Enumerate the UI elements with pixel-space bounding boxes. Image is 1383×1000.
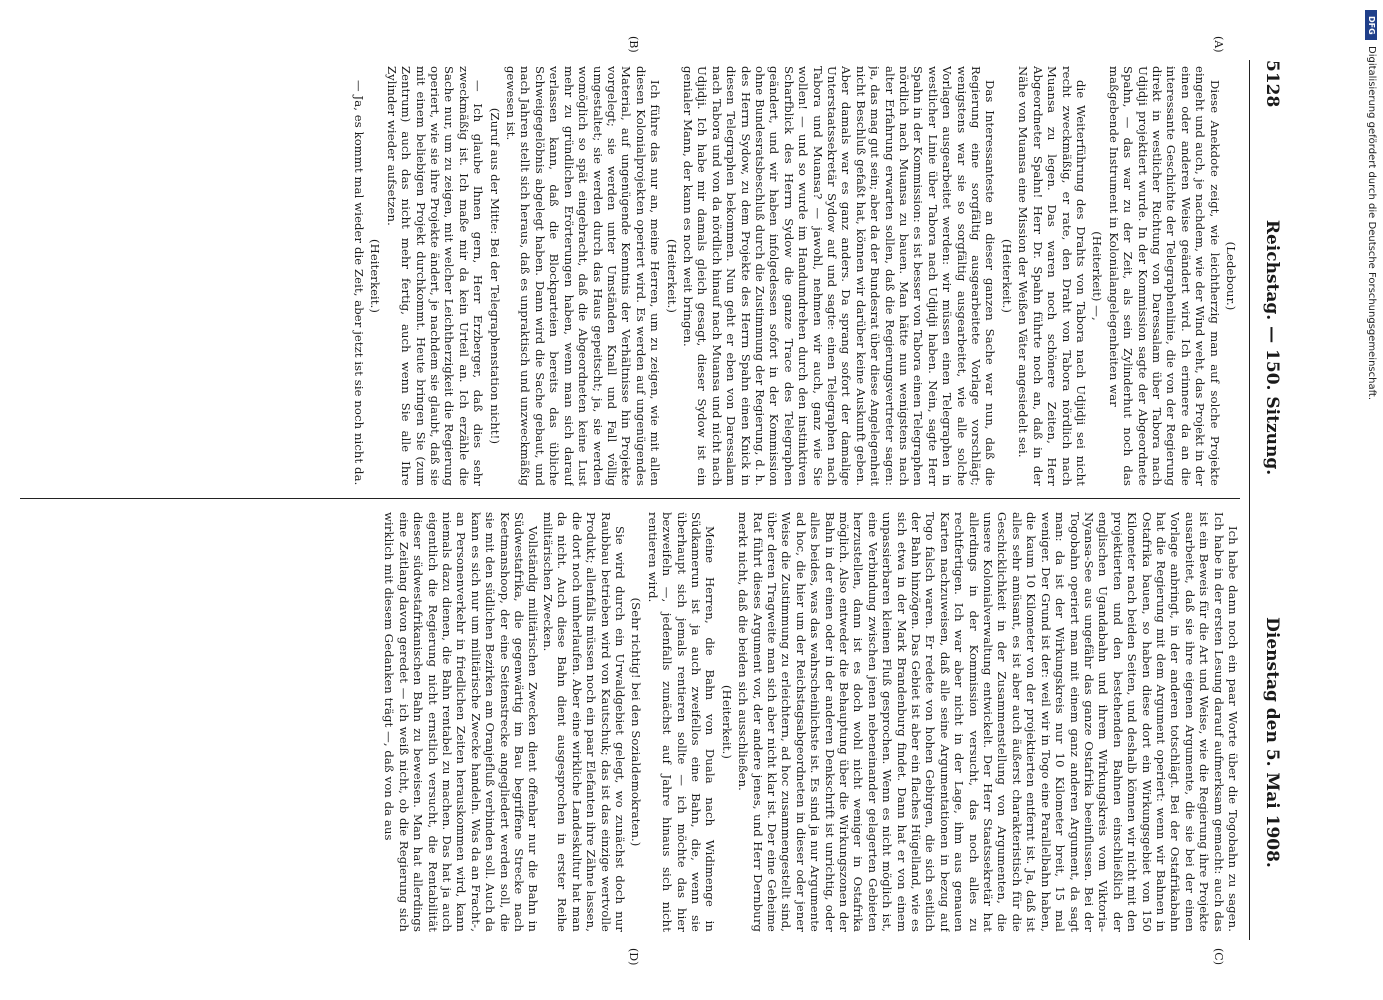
paragraph: — Ja, es kommt mal wieder die Zeit, aber jetzt ist sie noch nicht da. (352, 80, 367, 486)
margin-marker-b: (B) (627, 36, 640, 53)
stage-direction: (Heiterkeit.) (368, 238, 383, 314)
left-text-column (15, 66, 1240, 486)
stage-direction: (Heiterkeit.) (664, 238, 679, 314)
paragraph: Ich habe dann noch ein paar Worte über die Togobahn zu sagen. Ich habe in der ersten Lesung darauf aufmerksam gemacht: auch das ist ein Beweis für die Art und Weise, wie die Regierung ihre Projekte ausarbeitet, daß sie ihre eigenen Argumente, die sie bei der einen Vorlage anbringt, in der anderen totschlägt. Bei der Ostafrikabahn hat die Regierung mit dem Argument operiert: wenn wir Bahnen in Ostafrika bauen, so haben diese dort ein Wirkungsgebiet von 150 Kilometer nach beiden Seiten, und deshalb können wir nicht mit den projektierten und den bestehenden Bahnen einschließlich der englischen Ugandabahn und ihrem Wirkungskreis vom Viktoria-Nyansa-See aus ungefähr das ganze Ostafrika beeinflussen. Bei der Togobahn operiert man mit einem ganz anderen Argument, da sagt man: da ist der Wirkungskreis nur 10 Kilometer breit, 15 mal weniger. Der Grund ist der: weil wir in Togo eine Parallelbahn haben, die kaum 10 Kilometer von der projektierten entfernt ist. Ja, daß ist alles sehr amüsant, es ist aber auch äußerst charakteristisch für die Geschicklichkeit in der Zusammenstellung von Argumenten, die unsere Kolonialverwaltung entwickelt. Der Herr Staatssekretär hat allerdings in der Kommission versucht, das noch alles zu rechtfertigen. Ich war aber nicht in der Lage, ihm aus genauen Karten nachzuweisen, daß alle seine Argumentationen in bezug auf Togo falsch waren. Er redete von hohen Gebirgen, die sich seitlich der Bahn hinzögen. Das Gebiet ist aber ein flaches Hügelland, wie es sich etwa in der Mark Brandenburg findet. Dann hat er von einem unpassierbaren kleinen Fluß gesprochen. Wenn es nicht möglich ist, eine Verbindung zwischen jenen nebeneinander gelagerten Gebieten herzustellen, dann ist es doch wohl nicht weniger in Ostafrika möglich. Also entweder die Behauptung über die Wirkungszonen der Bahn in der einen oder in der anderen Denkschrift ist unrichtig, oder alles beides, was das wahrscheinlichste ist. Es sind ja nur Argumente ad hoc, die hier um der Reichstagsabgeordneten in dieser oder jener Weise die Zustimmung zu erleichtern, ad hoc zusammengestellt sind, über deren Tragweite man sich aber nicht klar ist. Der eine Geheime Rat führt dieses Argument vor, der andere jenes, und Herr Dernburg merkt nicht, daß die beiden sich ausschließen. (736, 512, 1240, 932)
paragraph: die Weiterführung des Drahts von Tabora nach Udjidji sei nicht recht zweckmäßig, er rate, den Draht von Tabora nördlich nach Muansa zu legen. Das waren noch schönere Zeiten, Herr Abgeordneter Spahn! Herr Dr. Spahn führte noch an, daß in der Nähe von Muansa eine Mission der Weißen Väter angesiedelt sei. (1016, 66, 1088, 486)
stage-direction: (Zuruf aus der Mitte: Bei der Telegraphenstation nicht!) (487, 107, 502, 445)
right-text-column (15, 512, 1240, 932)
credit-text: Digitalisierung gefördert durch die Deutsche Forschungsgemeinschaft. (1366, 46, 1377, 401)
speaker-name: (Ledebour.) (1224, 241, 1238, 311)
margin-marker-c: (C) (1212, 948, 1225, 965)
paragraph: Das Interessanteste an dieser ganzen Sache war nun, daß die Regierung eine sorgfältig ausgearbeitete Vorlage vorschlägt; wenigstens war sie so sorgfältig ausgearbeitet, wie alle solche Vorlagen ausgearbeitet werden: wir müssen einen Telegraphen in westlicher Linie über Tabora nach Udjidji haben. Nein, sagte Herr Spahn in der Kommission: es ist besser von Tabora einen Telegraphen nördlich nach Muansa zu bauen. Man hätte nun wenigstens nach alter Erfahrung erwarten sollen, daß die Regierungsvertreter sagen: ja, das mag gut sein; aber da der Bundesrat über diese Angelegenheit nicht Beschluß gefaßt hat, können wir darüber keine Auskunft geben. Aber damals war es ganz anders. Da sprang sofort der damalige Unterstaatssekretär Sydow auf und sagte: einen Telegraphen nach Tabora und Muansa? — jawohl, nehmen wir auch, ganz wie Sie wollen! — und so wurde im Handumdrehen durch den instinktiven Scharfblick des Herrn Sydow die ganze Trace des Telegraphen geändert, und wir haben infolgedessen sofort in der Kommission ohne Bundesratsbeschluß durch die Zustimmung der Regierung, d. h. des Herrn Sydow, zu dem Projekte des Herrn Spahn einen Knick in diesen Telegraphen bekommen. Nun geht er eben von Daressalam nach Tabora und von da nördlich hinauf nach Muansa und nicht nach Udjidji. Ich habe mir damals gleich gesagt, dieser Sydow ist ein genialer Mann, der kann es noch weit bringen. (680, 66, 998, 486)
stage-direction: (Heiterkeit.) (719, 684, 734, 760)
paragraph: Sie wird durch ein Urwaldgebiet gelegt, wo zunächst doch nur Raubbau betrieben wird von Kautschuk; das ist das einzige wertvolle Produkt; allenfalls müssen noch ein paar Elefanten ihre Zähne lassen, die dort noch umherlaufen. Aber eine wirkliche Landeskultur hat man da nicht. Auch diese Bahn dient ausgesprochen in erster Reihe militärischen Zwecken. (540, 512, 627, 932)
paragraph: — Ich glaube Ihnen gern, Herr Erzberger, daß dies sehr zweckmäßig ist. Ich maße mir da kein Urteil an. Ich erzähle die Sache nur, um zu zeigen, mit welcher Leichtherzigkeit die Regierung operiert, wie sie ihre Projekte ändert, je nachdem sie glaubt, daß sie mit einem beliebigen Projekt durchkommt. Heute bringen Sie (zum Zentrum) auch das nicht mehr fertig, auch wenn Sie alle Ihre Zylinder wieder aufsetzen. (384, 66, 486, 486)
margin-marker-d: (D) (627, 948, 640, 966)
left-running-title: Reichstag. — 150. Sitzung. (1262, 219, 1282, 476)
margin-marker-a: (A) (1212, 36, 1225, 53)
digitization-credit (1361, 6, 1383, 986)
running-header (1252, 60, 1292, 940)
stage-direction: (Sehr richtig! bei den Sozialdemokraten.) (629, 597, 644, 847)
stage-direction: (Heiterkeit) —, (1090, 231, 1105, 321)
paragraph: Ich führe das nur an, meine Herren, um zu zeigen, wie mit allen diesen Kolonialprojekten operiert wird. Es werden auf ungenügendes Material, auf ungenügende Kenntnis der Verhältnisse hin Projekte vorgelegt; sie werden unter Umständen Knall und Fall völlig umgestaltet; sie werden durch das Haus gepeitscht; ja, sie werden womöglich so spät eingebracht, daß die Abgeordneten keine Lust mehr zu gründlichen Erörterungen haben, wenn man sich darauf verlassen kann, daß die Blockparteien bereits das übliche Schweigegelöbnis abgelegt haben. Dann wird die Sache gebaut, und nach Jahren stellt sich heraus, daß es unpraktisch und unzweckmäßig gewesen ist. (504, 66, 663, 486)
paragraph: Vollständig militärischen Zwecken dient offenbar nur die Bahn in Südwestafrika, die gegenwärtig im Bau begriffene Strecke nach Keetmanshoop, der eine Seitenstrecke angegliedert werden soll, die sie mit den südlichen Bezirken am Oranjefluß verbinden soll. Auch da kann es sich nur um militärische Zwecke handeln. Was da an Fracht-, an Personenverkehr in friedlichen Zeiten herauskommen wird, kann niemals dazu dienen, die Bahn rentabel zu machen. Das hat ja auch eigentlich die Regierung nicht ernstlich versucht, die Rentabilität dieser südwestafrikanischen Bahn zu beweisen. Man hat allerdings eine Zeitlang davon geredet — ich weiß nicht, ob die Regierung sich wirklich mit diesem Gedanken trägt —, daß von da aus (382, 512, 541, 932)
stage-direction: (Heiterkeit.) (999, 238, 1014, 314)
dfg-logo: DFG (1365, 10, 1377, 40)
right-running-title: Dienstag den 5. Mai 1908. (1262, 617, 1282, 868)
header-rule (1249, 60, 1250, 940)
column-divider (20, 498, 1240, 499)
paragraph: Meine Herren, die Bahn von Duala nach Widimenge in Südkamerun ist ja auch zweifellos eine Bahn, die, wenn sie überhaupt sich jemals rentieren sollte — ich möchte das hier bezweifeln —, jedenfalls zunächst auf Jahre hinaus sich nicht rentieren wird. (645, 512, 718, 932)
paragraph: Diese Anekdote zeigt, wie leichtherzig man auf solche Projekte eingeht und auch, je nachdem, wie der Wind weht, das Projekt in der einen oder anderen Weise geändert wird. Ich erinnere da an die interessante Geschichte der Telegraphenlinie, die von der Regierung direkt in westlicher Richtung von Daressalam über Tabora nach Udjidji projektiert wurde. In der Kommission sagte der Abgeordnete Spahn, — das war zu der Zeit, als sein Zylinderhut noch das maßgebende Instrument in Kolonialangelegenheiten war (1106, 66, 1222, 486)
page-number: 5128 (1262, 60, 1282, 108)
